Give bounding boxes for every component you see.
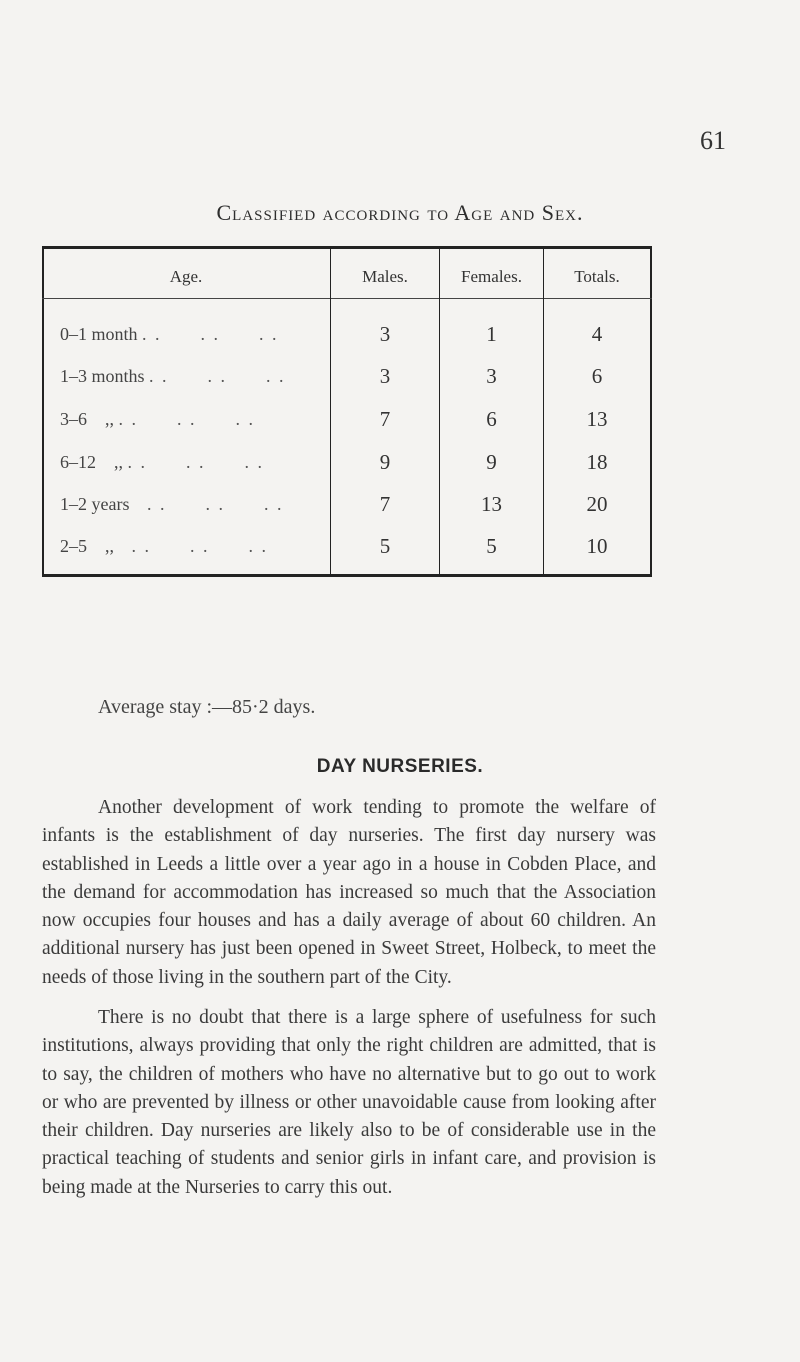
age-label: 6–12 ,,	[60, 452, 123, 472]
age-cell	[60, 528, 330, 564]
section-heading: DAY NURSERIES.	[316, 756, 484, 777]
header-underline	[42, 298, 652, 299]
table-title: Classified according to Age and Sex.	[216, 200, 584, 225]
header-females: Females.	[461, 267, 522, 286]
header-males: Males.	[362, 267, 408, 286]
males-cell: 7	[379, 492, 391, 516]
table-row	[42, 528, 652, 564]
age-cell	[60, 401, 330, 437]
table-row	[42, 358, 652, 394]
age-sex-table	[42, 246, 652, 578]
leader-dots: . . . . . .	[118, 536, 268, 556]
age-cell	[60, 486, 330, 522]
table-row	[42, 486, 652, 522]
age-label: 0–1 month	[60, 324, 138, 344]
page-number: 61	[700, 126, 726, 155]
females-cell: 5	[486, 534, 497, 558]
females-cell: 9	[486, 450, 497, 474]
leader-dots: . . . . . .	[133, 494, 284, 514]
females-cell: 3	[486, 364, 497, 388]
totals-cell: 6	[591, 364, 603, 388]
females-cell: 6	[486, 407, 497, 431]
males-cell: 9	[379, 450, 391, 474]
age-cell	[60, 358, 330, 394]
age-label: 3–6 ,,	[60, 409, 114, 429]
header-age: Age.	[169, 267, 203, 286]
age-label: 2–5 ,,	[60, 536, 114, 556]
table-bottom-rule	[42, 574, 652, 577]
leader-dots: . . . . . .	[118, 409, 255, 429]
females-cell: 1	[486, 322, 497, 346]
totals-cell: 4	[591, 322, 603, 346]
header-totals: Totals.	[574, 267, 620, 286]
males-cell: 7	[379, 407, 391, 431]
age-cell	[60, 316, 330, 352]
age-label: 1–2 years	[60, 494, 130, 514]
age-cell	[60, 444, 330, 480]
table-row	[42, 316, 652, 352]
leader-dots: . . . . . .	[149, 366, 286, 386]
totals-cell: 13	[586, 407, 608, 431]
totals-cell: 20	[586, 492, 608, 516]
average-stay: Average stay :—85·2 days.	[98, 696, 316, 718]
totals-cell: 10	[586, 534, 608, 558]
leader-dots: . . . . . .	[142, 324, 279, 344]
table-top-rule	[42, 246, 652, 249]
totals-cell: 18	[586, 450, 608, 474]
males-cell: 5	[379, 534, 391, 558]
paragraph: Another development of work tending to promote the welfare of infants is the establishment of day nurseries. The first day nursery was established in Leeds a little over a year ago in a house in Cobden Place, and the demand for accommodation has increased so much that the Association now occupies four houses and has a daily average of about 60 children. An additional nursery has just been opened in Sweet Street, Holbeck, to meet the needs of those living in the southern part of the City.	[42, 797, 656, 988]
males-cell: 3	[379, 322, 391, 346]
males-cell: 3	[379, 364, 391, 388]
females-cell: 13	[481, 492, 502, 516]
age-label: 1–3 months	[60, 366, 145, 386]
leader-dots: . . . . . .	[127, 452, 264, 472]
table-row	[42, 401, 652, 437]
paragraph: There is no doubt that there is a large sphere of usefulness for such institutions, always providing that only the right children are admitted, that is to say, the children of mothers who have no alternative but to go out to work or who are prevented by illness or other unavoidable cause from looking after their children. Day nurseries are likely also to be of considerable use in the practical teaching of students and senior girls in infant care, and provision is being made at the Nurseries to carry this out.	[42, 1007, 656, 1198]
table-row	[42, 444, 652, 480]
